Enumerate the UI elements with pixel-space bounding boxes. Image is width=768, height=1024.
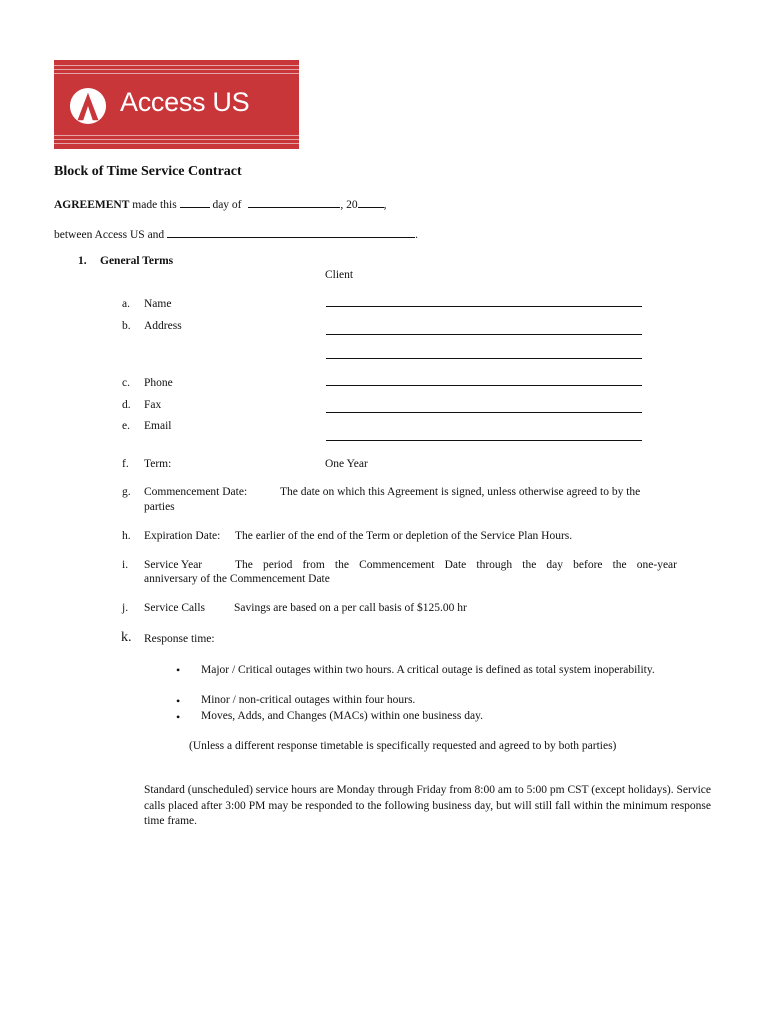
expiration-label: Expiration Date: [144, 530, 221, 542]
day-of-text: day of [212, 199, 242, 211]
service-year-letter: i. [122, 559, 129, 571]
year-blank[interactable] [358, 196, 384, 208]
service-calls-letter: j. [122, 602, 129, 614]
year-prefix: 20 [346, 199, 358, 211]
name-input-line[interactable] [326, 306, 642, 307]
field-letter: e. [122, 420, 130, 432]
response-letter: k. [121, 630, 132, 645]
field-letter: d. [122, 399, 131, 411]
response-label: Response time: [144, 633, 215, 645]
service-calls-label: Service Calls [144, 602, 205, 614]
month-blank[interactable] [248, 196, 340, 208]
term-label: Term: [144, 458, 172, 470]
response-bullet-3: Moves, Adds, and Changes (MACs) within one business day. [201, 710, 483, 722]
document-title: Block of Time Service Contract [54, 164, 242, 179]
expiration-letter: h. [122, 530, 131, 542]
service-calls-text: Savings are based on a per call basis of $125.00 hr [234, 602, 467, 614]
service-year-text-cont: anniversary of the Commencement Date [144, 573, 330, 585]
fax-input-line[interactable] [326, 412, 642, 413]
standard-hours-paragraph: Standard (unscheduled) service hours are Monday through Friday from 8:00 am to 5:00 pm CST (except holidays). Service calls placed after 3:00 PM may be responded to the following business day, but will still fall within the minimum response time frame. [144, 784, 711, 827]
field-label-email: Email [144, 420, 172, 432]
email-input-line[interactable] [326, 440, 642, 441]
made-this-text: made this [132, 199, 177, 211]
field-letter: a. [122, 298, 130, 310]
bullet-icon: • [176, 710, 181, 724]
access-us-logo [54, 60, 299, 149]
field-letter: b. [122, 320, 131, 332]
between-line: between Access US and . [54, 226, 418, 241]
response-note: (Unless a different response timetable is specifically requested and agreed to by both parties) [189, 740, 617, 752]
field-letter: c. [122, 377, 130, 389]
commencement-text: The date on which this Agreement is signed, unless otherwise agreed to by the [280, 486, 641, 498]
between-text: between Access US and [54, 229, 165, 241]
section-number: 1. [78, 255, 87, 267]
commencement-letter: g. [122, 486, 131, 498]
commencement-text-cont: parties [144, 501, 175, 513]
field-label-fax: Fax [144, 399, 162, 411]
service-year-text: The period from the Commencement Date through the day before the one-year [235, 559, 677, 571]
bullet-icon: • [176, 694, 181, 708]
term-value: One Year [325, 458, 368, 470]
agreement-label: AGREEMENT [54, 199, 130, 211]
service-year-label: Service Year [144, 559, 203, 571]
bullet-icon: • [176, 663, 181, 677]
address-input-line-2[interactable] [326, 358, 642, 359]
client-column-header: Client [325, 269, 354, 281]
day-blank[interactable] [180, 196, 210, 208]
expiration-text: The earlier of the end of the Term or depletion of the Service Plan Hours. [235, 530, 573, 542]
field-label-phone: Phone [144, 377, 173, 389]
agreement-line: AGREEMENT made this day of , 20 , [54, 196, 387, 211]
field-label-name: Name [144, 298, 172, 310]
logo-text: Access US [120, 87, 250, 117]
client-name-blank[interactable] [167, 226, 415, 238]
response-bullet-2: Minor / non-critical outages within four hours. [201, 694, 416, 706]
phone-input-line[interactable] [326, 385, 642, 386]
agreement-end: , [383, 199, 387, 211]
response-bullet-1: Major / Critical outages within two hours. A critical outage is defined as total system inoperability. [201, 664, 655, 676]
address-input-line-1[interactable] [326, 334, 642, 335]
term-letter: f. [122, 458, 129, 470]
field-label-address: Address [144, 320, 182, 332]
commencement-label: Commencement Date: [144, 486, 248, 498]
access-us-logo-mark-icon [69, 87, 107, 125]
section-heading: General Terms [100, 255, 174, 267]
